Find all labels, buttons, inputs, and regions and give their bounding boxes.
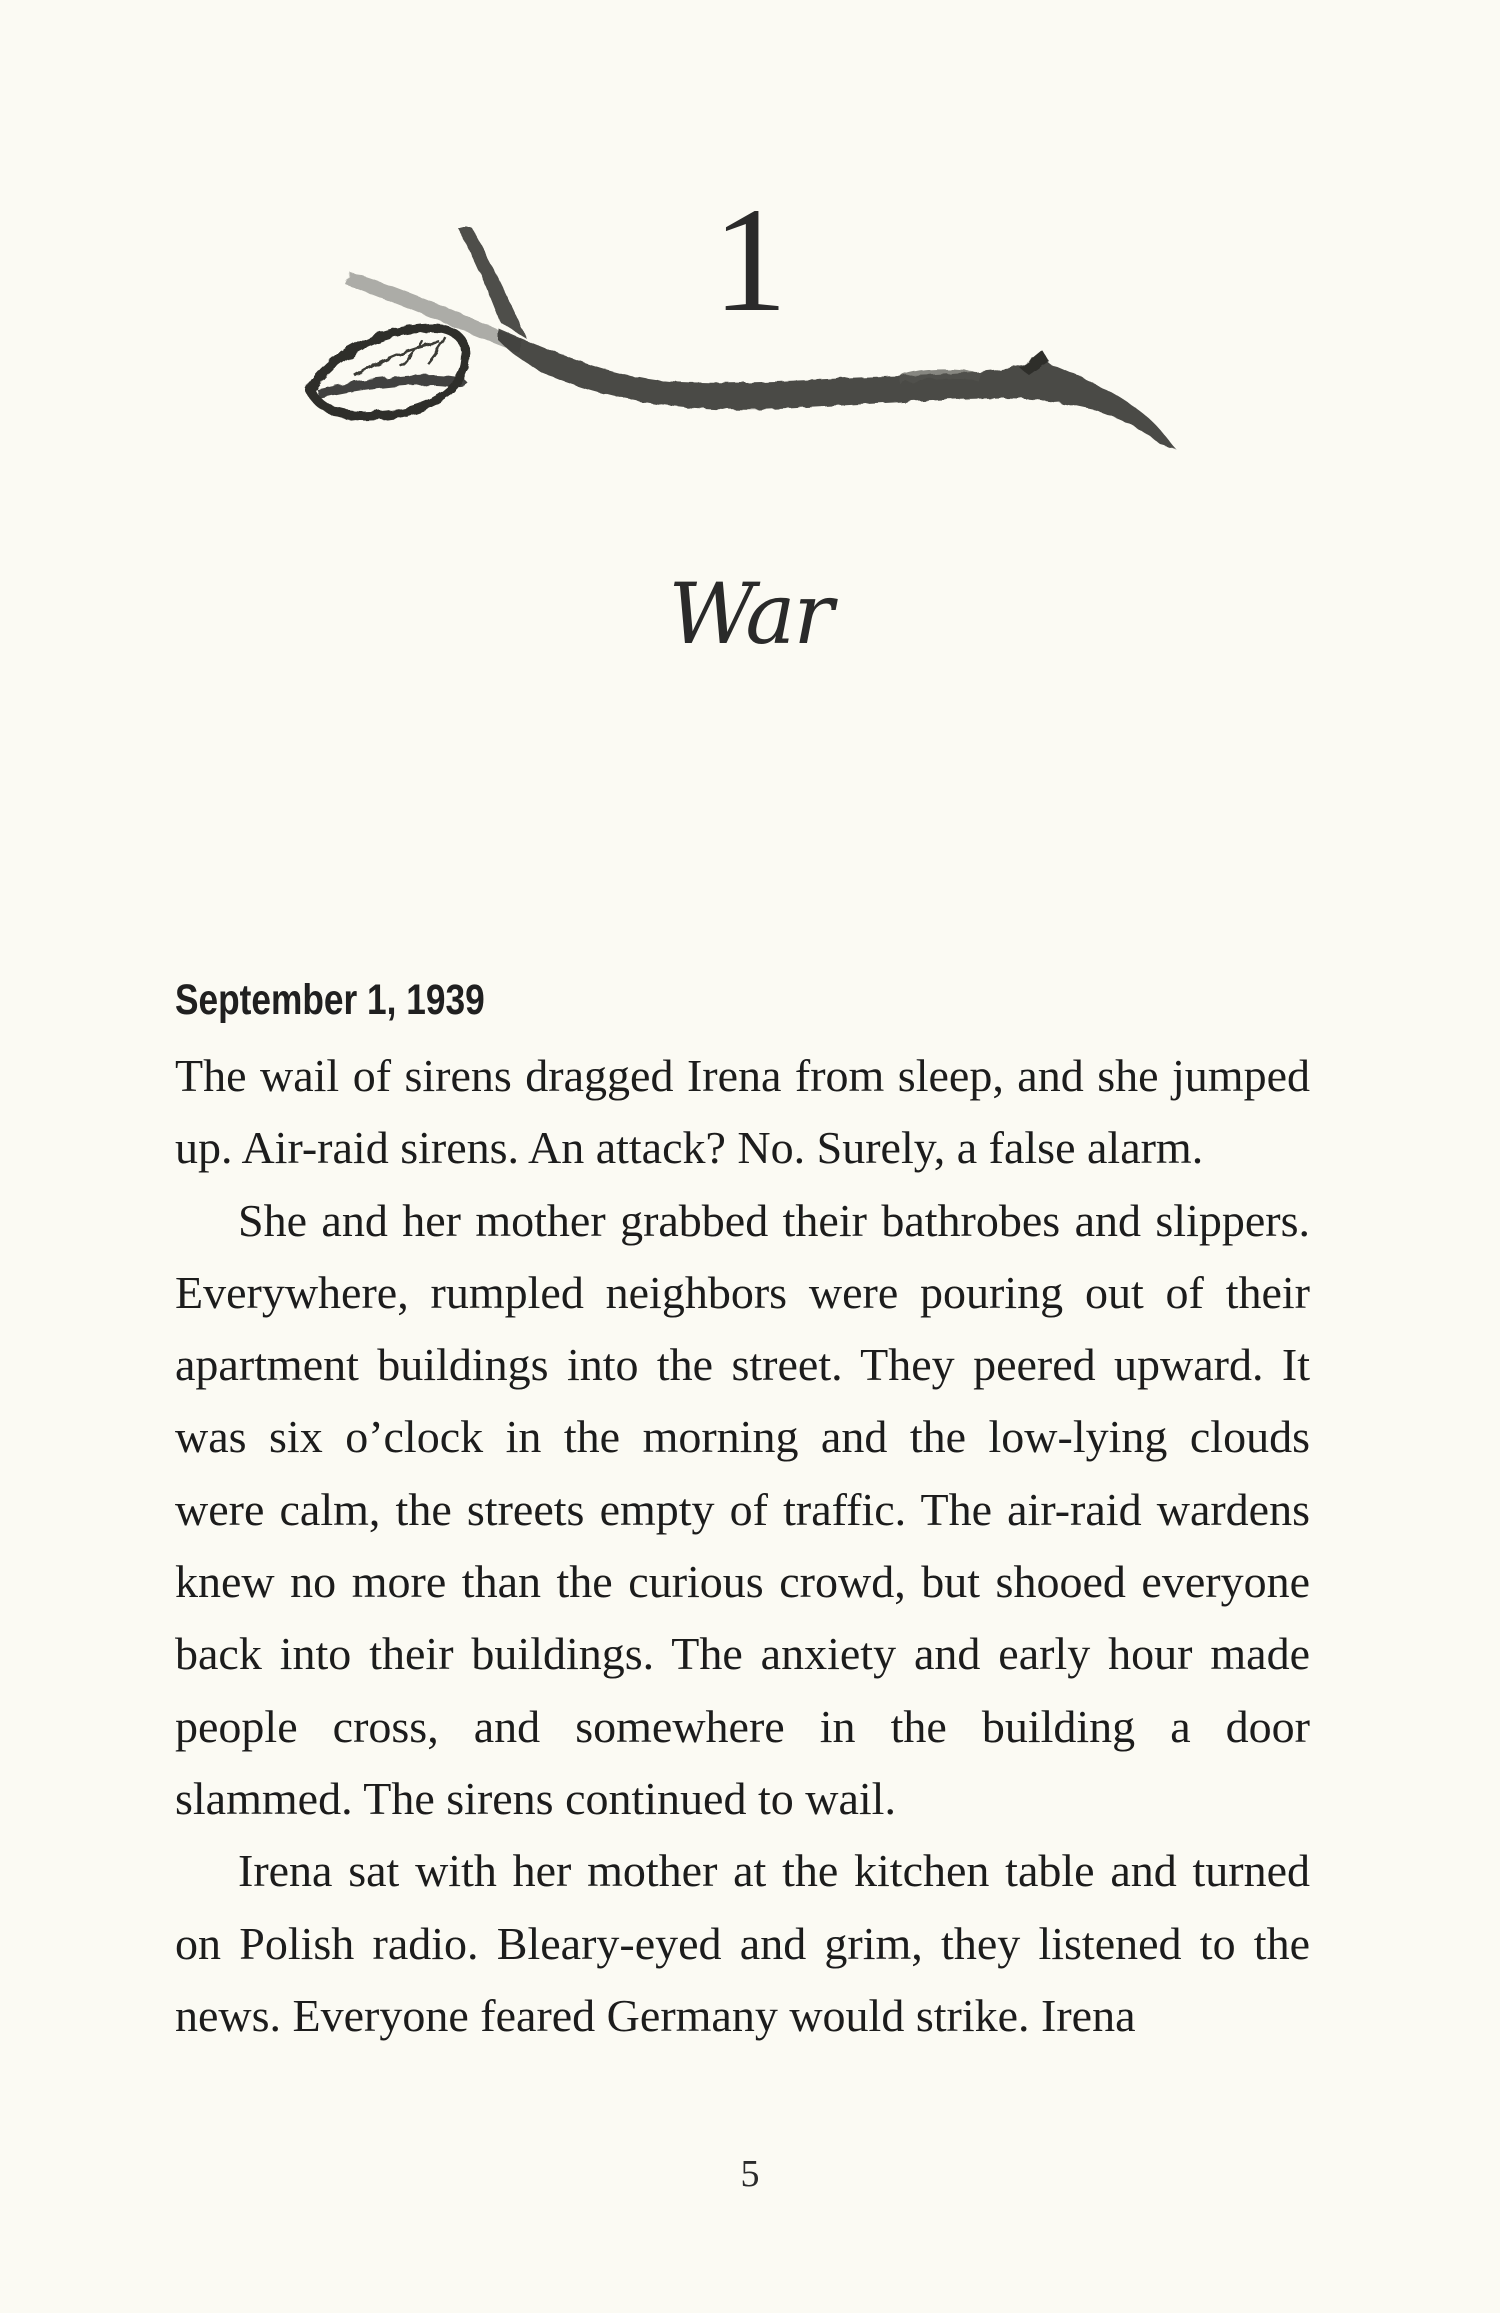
chapter-number: 1 [712,177,788,343]
dateline: September 1, 1939 [175,976,485,1024]
paragraph: She and her mother grabbed their bathrobes and slippers. Everywhere, rumpled neighbors were pouring out of their apartment buildings into the street. They peered upward. It was six o’clock in the morning and the low-lying clouds were calm, the streets empty of traffic. The air-raid wardens knew no more than the curious crowd, but shooed everyone back into their buildings. The anxiety and early hour made people cross, and somewhere in the building a door slammed. The sirens continued to wail. [175,1194,1310,1824]
chapter-title: War [668,565,832,663]
paragraph: The wail of sirens dragged Irena from sleep, and she jumped up. Air-raid sirens. An attack? No. Surely, a false alarm. [175,1050,1310,1174]
body-text [175,1040,1310,2052]
paragraph: Irena sat with her mother at the kitchen table and turned on Polish radio. Bleary-eyed and grim, they listened to the news. Everyone feared Germany would strike. Irena [175,1845,1310,2041]
leaf-icon [310,328,466,416]
page-number: 5 [740,2153,760,2195]
